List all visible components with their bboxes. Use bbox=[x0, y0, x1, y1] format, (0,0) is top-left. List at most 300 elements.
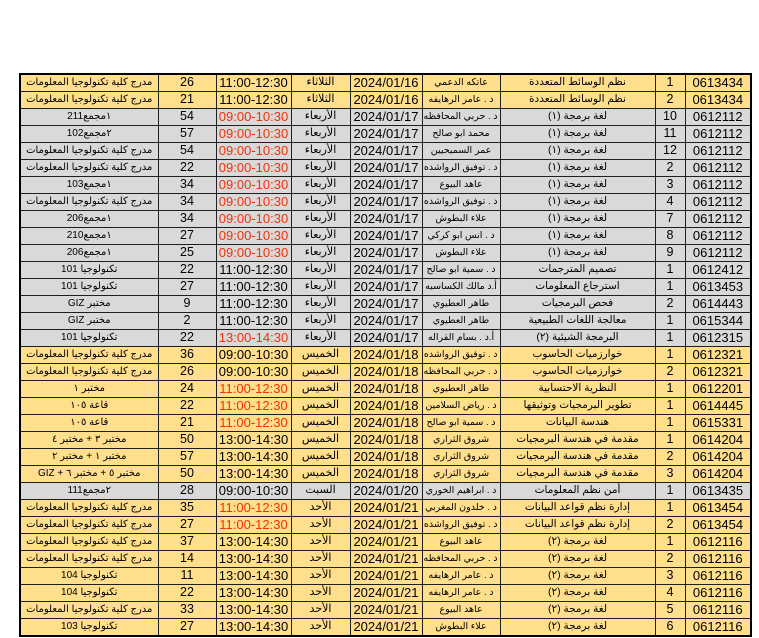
course-name-cell[interactable]: تصميم المترجمات bbox=[500, 262, 655, 279]
instructor-cell[interactable]: علاء البطوش bbox=[422, 619, 500, 637]
exam-date-cell[interactable]: 2024/01/21 bbox=[350, 551, 422, 568]
course-name-cell[interactable]: لغة برمجة (١) bbox=[500, 211, 655, 228]
exam-location-cell[interactable]: مدرج كلية تكنولوجيا المعلومات bbox=[20, 500, 158, 517]
exam-date-cell[interactable]: 2024/01/18 bbox=[350, 432, 422, 449]
instructor-cell[interactable]: د . عامر الرهايفه bbox=[422, 585, 500, 602]
exam-day-cell[interactable]: الأحد bbox=[291, 500, 350, 517]
student-count-cell[interactable]: 2 bbox=[158, 313, 216, 330]
exam-time-cell[interactable]: 13:00-14:30 bbox=[216, 568, 291, 585]
exam-date-cell[interactable]: 2024/01/21 bbox=[350, 534, 422, 551]
exam-day-cell[interactable]: الأربعاء bbox=[291, 296, 350, 313]
table-row[interactable] bbox=[20, 228, 751, 245]
course-name-cell[interactable]: لغة برمجة (١) bbox=[500, 245, 655, 262]
exam-time-cell[interactable]: 13:00-14:30 bbox=[216, 551, 291, 568]
table-row[interactable] bbox=[20, 177, 751, 194]
exam-day-cell[interactable]: الأحد bbox=[291, 517, 350, 534]
exam-location-cell[interactable]: مدرج كلية تكنولوجيا المعلومات bbox=[20, 347, 158, 364]
exam-location-cell[interactable]: قاعة ١٠٥ bbox=[20, 415, 158, 432]
table-row[interactable] bbox=[20, 143, 751, 160]
table-row[interactable] bbox=[20, 211, 751, 228]
table-row[interactable] bbox=[20, 194, 751, 211]
instructor-cell[interactable]: عاهد البيوع bbox=[422, 602, 500, 619]
table-row[interactable] bbox=[20, 483, 751, 500]
exam-day-cell[interactable]: الأربعاء bbox=[291, 109, 350, 126]
exam-location-cell[interactable]: ٢مجمع111 bbox=[20, 483, 158, 500]
exam-time-cell[interactable]: 13:00-14:30 bbox=[216, 466, 291, 483]
student-count-cell[interactable]: 24 bbox=[158, 381, 216, 398]
exam-day-cell[interactable]: الأربعاء bbox=[291, 313, 350, 330]
exam-location-cell[interactable]: ١مجمع206 bbox=[20, 211, 158, 228]
course-name-cell[interactable]: استرجاع المعلومات bbox=[500, 279, 655, 296]
course-code-cell[interactable]: 0614204 bbox=[685, 466, 751, 483]
exam-date-cell[interactable]: 2024/01/17 bbox=[350, 262, 422, 279]
exam-location-cell[interactable]: تكنولوجيا 103 bbox=[20, 619, 158, 637]
exam-date-cell[interactable]: 2024/01/17 bbox=[350, 194, 422, 211]
exam-location-cell[interactable]: ١مجمع211 bbox=[20, 109, 158, 126]
course-name-cell[interactable]: مقدمة في هندسة البرمجيات bbox=[500, 466, 655, 483]
exam-location-cell[interactable]: مختبر ١ bbox=[20, 381, 158, 398]
instructor-cell[interactable]: د . سمية ابو صالح bbox=[422, 415, 500, 432]
student-count-cell[interactable]: 36 bbox=[158, 347, 216, 364]
exam-location-cell[interactable]: مدرج كلية تكنولوجيا المعلومات bbox=[20, 364, 158, 381]
student-count-cell[interactable]: 54 bbox=[158, 109, 216, 126]
section-number-cell[interactable]: 10 bbox=[655, 109, 685, 126]
course-name-cell[interactable]: تطوير البرمجيات وتوثيقها bbox=[500, 398, 655, 415]
student-count-cell[interactable]: 22 bbox=[158, 262, 216, 279]
table-row[interactable] bbox=[20, 126, 751, 143]
exam-location-cell[interactable]: مدرج كلية تكنولوجيا المعلومات bbox=[20, 602, 158, 619]
student-count-cell[interactable]: 37 bbox=[158, 534, 216, 551]
instructor-cell[interactable]: طاهر العطيوي bbox=[422, 296, 500, 313]
exam-time-cell[interactable]: 09:00-10:30 bbox=[216, 228, 291, 245]
section-number-cell[interactable]: 1 bbox=[655, 398, 685, 415]
section-number-cell[interactable]: 1 bbox=[655, 381, 685, 398]
instructor-cell[interactable]: د . خلدون المغربي bbox=[422, 500, 500, 517]
exam-date-cell[interactable]: 2024/01/16 bbox=[350, 74, 422, 92]
course-code-cell[interactable]: 0614204 bbox=[685, 449, 751, 466]
exam-date-cell[interactable]: 2024/01/17 bbox=[350, 211, 422, 228]
course-name-cell[interactable]: لغة برمجة (٢) bbox=[500, 534, 655, 551]
course-name-cell[interactable]: معالجة اللغات الطبيعية bbox=[500, 313, 655, 330]
section-number-cell[interactable]: 7 bbox=[655, 211, 685, 228]
table-row[interactable] bbox=[20, 432, 751, 449]
section-number-cell[interactable]: 12 bbox=[655, 143, 685, 160]
table-row[interactable] bbox=[20, 415, 751, 432]
exam-time-cell[interactable]: 13:00-14:30 bbox=[216, 330, 291, 347]
exam-date-cell[interactable]: 2024/01/21 bbox=[350, 619, 422, 637]
exam-day-cell[interactable]: الأربعاء bbox=[291, 194, 350, 211]
table-row[interactable] bbox=[20, 160, 751, 177]
course-code-cell[interactable]: 0612112 bbox=[685, 143, 751, 160]
course-code-cell[interactable]: 0612112 bbox=[685, 126, 751, 143]
exam-date-cell[interactable]: 2024/01/17 bbox=[350, 245, 422, 262]
exam-time-cell[interactable]: 09:00-10:30 bbox=[216, 160, 291, 177]
exam-day-cell[interactable]: الخميس bbox=[291, 347, 350, 364]
course-name-cell[interactable]: لغة برمجة (١) bbox=[500, 143, 655, 160]
course-name-cell[interactable]: نظم الوسائط المتعددة bbox=[500, 92, 655, 109]
instructor-cell[interactable]: د . عامر الرهايفه bbox=[422, 92, 500, 109]
exam-day-cell[interactable]: الأربعاء bbox=[291, 245, 350, 262]
course-code-cell[interactable]: 0612112 bbox=[685, 160, 751, 177]
exam-date-cell[interactable]: 2024/01/18 bbox=[350, 364, 422, 381]
exam-time-cell[interactable]: 09:00-10:30 bbox=[216, 143, 291, 160]
table-row[interactable] bbox=[20, 381, 751, 398]
table-row[interactable] bbox=[20, 602, 751, 619]
exam-time-cell[interactable]: 11:00-12:30 bbox=[216, 262, 291, 279]
exam-day-cell[interactable]: الخميس bbox=[291, 381, 350, 398]
exam-location-cell[interactable]: مختبر GIZ bbox=[20, 313, 158, 330]
exam-time-cell[interactable]: 11:00-12:30 bbox=[216, 92, 291, 109]
student-count-cell[interactable]: 34 bbox=[158, 194, 216, 211]
course-code-cell[interactable]: 0612112 bbox=[685, 211, 751, 228]
table-row[interactable] bbox=[20, 517, 751, 534]
exam-location-cell[interactable]: تكنولوجيا 104 bbox=[20, 585, 158, 602]
exam-date-cell[interactable]: 2024/01/16 bbox=[350, 92, 422, 109]
exam-time-cell[interactable]: 09:00-10:30 bbox=[216, 211, 291, 228]
instructor-cell[interactable]: د . انس ابو كركي bbox=[422, 228, 500, 245]
instructor-cell[interactable]: د . توفيق الرواشده bbox=[422, 194, 500, 211]
exam-date-cell[interactable]: 2024/01/17 bbox=[350, 126, 422, 143]
course-code-cell[interactable]: 0613434 bbox=[685, 74, 751, 92]
course-code-cell[interactable]: 0613434 bbox=[685, 92, 751, 109]
exam-day-cell[interactable]: الأربعاء bbox=[291, 228, 350, 245]
course-code-cell[interactable]: 0612321 bbox=[685, 364, 751, 381]
exam-day-cell[interactable]: الأربعاء bbox=[291, 160, 350, 177]
section-number-cell[interactable]: 1 bbox=[655, 347, 685, 364]
section-number-cell[interactable]: 3 bbox=[655, 466, 685, 483]
student-count-cell[interactable]: 50 bbox=[158, 432, 216, 449]
student-count-cell[interactable]: 27 bbox=[158, 517, 216, 534]
course-name-cell[interactable]: لغة برمجة (٢) bbox=[500, 585, 655, 602]
course-name-cell[interactable]: لغة برمجة (١) bbox=[500, 160, 655, 177]
course-code-cell[interactable]: 0612201 bbox=[685, 381, 751, 398]
table-row[interactable] bbox=[20, 92, 751, 109]
section-number-cell[interactable]: 1 bbox=[655, 262, 685, 279]
instructor-cell[interactable]: د . سمية ابو صالح bbox=[422, 262, 500, 279]
table-row[interactable] bbox=[20, 551, 751, 568]
section-number-cell[interactable]: 2 bbox=[655, 92, 685, 109]
exam-day-cell[interactable]: الخميس bbox=[291, 466, 350, 483]
exam-time-cell[interactable]: 09:00-10:30 bbox=[216, 483, 291, 500]
student-count-cell[interactable]: 22 bbox=[158, 330, 216, 347]
course-code-cell[interactable]: 0612116 bbox=[685, 585, 751, 602]
course-code-cell[interactable]: 0612116 bbox=[685, 619, 751, 637]
section-number-cell[interactable]: 1 bbox=[655, 330, 685, 347]
exam-time-cell[interactable]: 13:00-14:30 bbox=[216, 602, 291, 619]
exam-date-cell[interactable]: 2024/01/17 bbox=[350, 177, 422, 194]
course-code-cell[interactable]: 0612315 bbox=[685, 330, 751, 347]
instructor-cell[interactable]: د . ابراهيم الخوري bbox=[422, 483, 500, 500]
course-code-cell[interactable]: 0612116 bbox=[685, 534, 751, 551]
instructor-cell[interactable]: د . عامر الرهايفه bbox=[422, 568, 500, 585]
course-name-cell[interactable]: النظرية الاحتسابية bbox=[500, 381, 655, 398]
exam-time-cell[interactable]: 11:00-12:30 bbox=[216, 74, 291, 92]
section-number-cell[interactable]: 5 bbox=[655, 602, 685, 619]
section-number-cell[interactable]: 4 bbox=[655, 585, 685, 602]
exam-date-cell[interactable]: 2024/01/17 bbox=[350, 296, 422, 313]
instructor-cell[interactable]: عاهد البيوع bbox=[422, 534, 500, 551]
student-count-cell[interactable]: 9 bbox=[158, 296, 216, 313]
course-code-cell[interactable]: 0613454 bbox=[685, 517, 751, 534]
table-row[interactable] bbox=[20, 466, 751, 483]
section-number-cell[interactable]: 1 bbox=[655, 534, 685, 551]
course-name-cell[interactable]: مقدمة في هندسة البرمجيات bbox=[500, 449, 655, 466]
exam-location-cell[interactable]: قاعة ١٠٥ bbox=[20, 398, 158, 415]
student-count-cell[interactable]: 22 bbox=[158, 398, 216, 415]
section-number-cell[interactable]: 2 bbox=[655, 364, 685, 381]
section-number-cell[interactable]: 2 bbox=[655, 160, 685, 177]
student-count-cell[interactable]: 21 bbox=[158, 92, 216, 109]
student-count-cell[interactable]: 14 bbox=[158, 551, 216, 568]
exam-time-cell[interactable]: 09:00-10:30 bbox=[216, 126, 291, 143]
exam-day-cell[interactable]: الأحد bbox=[291, 568, 350, 585]
exam-time-cell[interactable]: 09:00-10:30 bbox=[216, 109, 291, 126]
course-code-cell[interactable]: 0612112 bbox=[685, 228, 751, 245]
exam-day-cell[interactable]: الخميس bbox=[291, 449, 350, 466]
exam-day-cell[interactable]: الأربعاء bbox=[291, 143, 350, 160]
exam-day-cell[interactable]: الأحد bbox=[291, 602, 350, 619]
instructor-cell[interactable]: د . حربي المحافظه bbox=[422, 109, 500, 126]
instructor-cell[interactable]: أ.د . بسام القراله bbox=[422, 330, 500, 347]
instructor-cell[interactable]: د . حربي المحافظه bbox=[422, 364, 500, 381]
instructor-cell[interactable]: عاهد البيوع bbox=[422, 177, 500, 194]
table-row[interactable] bbox=[20, 449, 751, 466]
instructor-cell[interactable]: د . رياض السلامين bbox=[422, 398, 500, 415]
course-code-cell[interactable]: 0613453 bbox=[685, 279, 751, 296]
exam-day-cell[interactable]: الأحد bbox=[291, 585, 350, 602]
exam-time-cell[interactable]: 09:00-10:30 bbox=[216, 364, 291, 381]
student-count-cell[interactable]: 54 bbox=[158, 143, 216, 160]
exam-time-cell[interactable]: 13:00-14:30 bbox=[216, 619, 291, 637]
course-code-cell[interactable]: 0614445 bbox=[685, 398, 751, 415]
exam-day-cell[interactable]: السبت bbox=[291, 483, 350, 500]
exam-location-cell[interactable]: مختبر GIZ bbox=[20, 296, 158, 313]
instructor-cell[interactable]: عمر السميحيين bbox=[422, 143, 500, 160]
table-row[interactable] bbox=[20, 568, 751, 585]
course-name-cell[interactable]: إدارة نظم قواعد البيانات bbox=[500, 500, 655, 517]
instructor-cell[interactable]: د . حربي المحافظه bbox=[422, 551, 500, 568]
course-name-cell[interactable]: لغة برمجة (١) bbox=[500, 109, 655, 126]
exam-time-cell[interactable]: 11:00-12:30 bbox=[216, 279, 291, 296]
course-name-cell[interactable]: لغة برمجة (٢) bbox=[500, 619, 655, 637]
exam-time-cell[interactable]: 13:00-14:30 bbox=[216, 534, 291, 551]
exam-location-cell[interactable]: مدرج كلية تكنولوجيا المعلومات bbox=[20, 534, 158, 551]
course-name-cell[interactable]: لغة برمجة (١) bbox=[500, 194, 655, 211]
exam-date-cell[interactable]: 2024/01/18 bbox=[350, 398, 422, 415]
course-name-cell[interactable]: لغة برمجة (٢) bbox=[500, 602, 655, 619]
section-number-cell[interactable]: 1 bbox=[655, 432, 685, 449]
exam-day-cell[interactable]: الأحد bbox=[291, 619, 350, 637]
exam-day-cell[interactable]: الثلاثاء bbox=[291, 92, 350, 109]
exam-date-cell[interactable]: 2024/01/17 bbox=[350, 330, 422, 347]
exam-day-cell[interactable]: الأربعاء bbox=[291, 262, 350, 279]
exam-location-cell[interactable]: ١مجمع103 bbox=[20, 177, 158, 194]
exam-location-cell[interactable]: تكنولوجيا 101 bbox=[20, 279, 158, 296]
student-count-cell[interactable]: 27 bbox=[158, 228, 216, 245]
exam-day-cell[interactable]: الخميس bbox=[291, 432, 350, 449]
exam-location-cell[interactable]: مدرج كلية تكنولوجيا المعلومات bbox=[20, 143, 158, 160]
instructor-cell[interactable]: طاهر العطيوي bbox=[422, 313, 500, 330]
student-count-cell[interactable]: 57 bbox=[158, 126, 216, 143]
course-name-cell[interactable]: لغة برمجة (٢) bbox=[500, 551, 655, 568]
section-number-cell[interactable]: 3 bbox=[655, 568, 685, 585]
exam-date-cell[interactable]: 2024/01/21 bbox=[350, 500, 422, 517]
section-number-cell[interactable]: 1 bbox=[655, 483, 685, 500]
course-code-cell[interactable]: 0612321 bbox=[685, 347, 751, 364]
exam-time-cell[interactable]: 11:00-12:30 bbox=[216, 296, 291, 313]
section-number-cell[interactable]: 9 bbox=[655, 245, 685, 262]
course-name-cell[interactable]: هندسة البيانات bbox=[500, 415, 655, 432]
exam-date-cell[interactable]: 2024/01/21 bbox=[350, 517, 422, 534]
table-row[interactable] bbox=[20, 534, 751, 551]
exam-date-cell[interactable]: 2024/01/17 bbox=[350, 160, 422, 177]
course-code-cell[interactable]: 0612112 bbox=[685, 177, 751, 194]
student-count-cell[interactable]: 27 bbox=[158, 279, 216, 296]
course-code-cell[interactable]: 0613435 bbox=[685, 483, 751, 500]
table-row[interactable] bbox=[20, 364, 751, 381]
exam-day-cell[interactable]: الأحد bbox=[291, 551, 350, 568]
exam-date-cell[interactable]: 2024/01/17 bbox=[350, 313, 422, 330]
table-row[interactable] bbox=[20, 262, 751, 279]
course-code-cell[interactable]: 0612116 bbox=[685, 551, 751, 568]
exam-date-cell[interactable]: 2024/01/21 bbox=[350, 585, 422, 602]
student-count-cell[interactable]: 25 bbox=[158, 245, 216, 262]
section-number-cell[interactable]: 2 bbox=[655, 517, 685, 534]
course-code-cell[interactable]: 0613454 bbox=[685, 500, 751, 517]
exam-time-cell[interactable]: 11:00-12:30 bbox=[216, 313, 291, 330]
instructor-cell[interactable]: أ.د مالك الكساسبه bbox=[422, 279, 500, 296]
exam-time-cell[interactable]: 13:00-14:30 bbox=[216, 585, 291, 602]
exam-location-cell[interactable]: ١مجمع210 bbox=[20, 228, 158, 245]
exam-date-cell[interactable]: 2024/01/18 bbox=[350, 449, 422, 466]
course-name-cell[interactable]: خوارزميات الحاسوب bbox=[500, 347, 655, 364]
exam-location-cell[interactable]: ٢مجمع102 bbox=[20, 126, 158, 143]
exam-date-cell[interactable]: 2024/01/18 bbox=[350, 381, 422, 398]
course-code-cell[interactable]: 0612116 bbox=[685, 568, 751, 585]
instructor-cell[interactable]: علاء البطوش bbox=[422, 211, 500, 228]
instructor-cell[interactable]: شروق الثراري bbox=[422, 466, 500, 483]
student-count-cell[interactable]: 33 bbox=[158, 602, 216, 619]
student-count-cell[interactable]: 57 bbox=[158, 449, 216, 466]
exam-time-cell[interactable]: 09:00-10:30 bbox=[216, 245, 291, 262]
exam-location-cell[interactable]: تكنولوجيا 101 bbox=[20, 330, 158, 347]
course-name-cell[interactable]: البرمجة الشيئية (٢) bbox=[500, 330, 655, 347]
exam-day-cell[interactable]: الأربعاء bbox=[291, 279, 350, 296]
exam-date-cell[interactable]: 2024/01/17 bbox=[350, 279, 422, 296]
exam-day-cell[interactable]: الأحد bbox=[291, 534, 350, 551]
exam-location-cell[interactable]: مدرج كلية تكنولوجيا المعلومات bbox=[20, 517, 158, 534]
course-code-cell[interactable]: 0612112 bbox=[685, 109, 751, 126]
exam-time-cell[interactable]: 11:00-12:30 bbox=[216, 381, 291, 398]
section-number-cell[interactable]: 1 bbox=[655, 279, 685, 296]
exam-location-cell[interactable]: تكنولوجيا 104 bbox=[20, 568, 158, 585]
instructor-cell[interactable]: طاهر العطيوي bbox=[422, 381, 500, 398]
exam-date-cell[interactable]: 2024/01/20 bbox=[350, 483, 422, 500]
section-number-cell[interactable]: 11 bbox=[655, 126, 685, 143]
exam-day-cell[interactable]: الخميس bbox=[291, 398, 350, 415]
table-row[interactable] bbox=[20, 330, 751, 347]
exam-time-cell[interactable]: 09:00-10:30 bbox=[216, 347, 291, 364]
exam-time-cell[interactable]: 13:00-14:30 bbox=[216, 432, 291, 449]
table-row[interactable] bbox=[20, 585, 751, 602]
instructor-cell[interactable]: شروق الثراري bbox=[422, 449, 500, 466]
exam-time-cell[interactable]: 09:00-10:30 bbox=[216, 194, 291, 211]
section-number-cell[interactable]: 2 bbox=[655, 551, 685, 568]
student-count-cell[interactable]: 27 bbox=[158, 619, 216, 637]
section-number-cell[interactable]: 8 bbox=[655, 228, 685, 245]
table-row[interactable] bbox=[20, 296, 751, 313]
exam-date-cell[interactable]: 2024/01/18 bbox=[350, 466, 422, 483]
section-number-cell[interactable]: 1 bbox=[655, 415, 685, 432]
exam-day-cell[interactable]: الخميس bbox=[291, 364, 350, 381]
exam-time-cell[interactable]: 11:00-12:30 bbox=[216, 517, 291, 534]
course-code-cell[interactable]: 0614204 bbox=[685, 432, 751, 449]
exam-location-cell[interactable]: مدرج كلية تكنولوجيا المعلومات bbox=[20, 551, 158, 568]
section-number-cell[interactable]: 2 bbox=[655, 296, 685, 313]
exam-location-cell[interactable]: مدرج كلية تكنولوجيا المعلومات bbox=[20, 74, 158, 92]
exam-date-cell[interactable]: 2024/01/21 bbox=[350, 568, 422, 585]
exam-date-cell[interactable]: 2024/01/18 bbox=[350, 415, 422, 432]
table-row[interactable] bbox=[20, 500, 751, 517]
student-count-cell[interactable]: 11 bbox=[158, 568, 216, 585]
exam-day-cell[interactable]: الأربعاء bbox=[291, 330, 350, 347]
exam-location-cell[interactable]: ١مجمع206 bbox=[20, 245, 158, 262]
exam-location-cell[interactable]: مختبر ٥ + مختبر ٦ + GIZ bbox=[20, 466, 158, 483]
exam-location-cell[interactable]: تكنولوجيا 101 bbox=[20, 262, 158, 279]
exam-time-cell[interactable]: 11:00-12:30 bbox=[216, 398, 291, 415]
course-code-cell[interactable]: 0612116 bbox=[685, 602, 751, 619]
student-count-cell[interactable]: 34 bbox=[158, 177, 216, 194]
instructor-cell[interactable]: محمد ابو صالح bbox=[422, 126, 500, 143]
student-count-cell[interactable]: 35 bbox=[158, 500, 216, 517]
exam-date-cell[interactable]: 2024/01/17 bbox=[350, 109, 422, 126]
course-name-cell[interactable]: خوارزميات الحاسوب bbox=[500, 364, 655, 381]
section-number-cell[interactable]: 4 bbox=[655, 194, 685, 211]
instructor-cell[interactable]: د . توفيق الرواشده bbox=[422, 517, 500, 534]
exam-location-cell[interactable]: مدرج كلية تكنولوجيا المعلومات bbox=[20, 92, 158, 109]
exam-date-cell[interactable]: 2024/01/21 bbox=[350, 602, 422, 619]
student-count-cell[interactable]: 28 bbox=[158, 483, 216, 500]
exam-location-cell[interactable]: مختبر ١ + مختبر ٢ bbox=[20, 449, 158, 466]
exam-time-cell[interactable]: 11:00-12:30 bbox=[216, 500, 291, 517]
section-number-cell[interactable]: 2 bbox=[655, 449, 685, 466]
table-row[interactable] bbox=[20, 74, 751, 92]
exam-day-cell[interactable]: الأربعاء bbox=[291, 177, 350, 194]
course-name-cell[interactable]: لغة برمجة (١) bbox=[500, 126, 655, 143]
student-count-cell[interactable]: 22 bbox=[158, 585, 216, 602]
section-number-cell[interactable]: 6 bbox=[655, 619, 685, 637]
table-row[interactable] bbox=[20, 313, 751, 330]
exam-time-cell[interactable]: 09:00-10:30 bbox=[216, 177, 291, 194]
exam-day-cell[interactable]: الخميس bbox=[291, 415, 350, 432]
course-name-cell[interactable]: لغة برمجة (١) bbox=[500, 228, 655, 245]
exam-location-cell[interactable]: مدرج كلية تكنولوجيا المعلومات bbox=[20, 160, 158, 177]
table-row[interactable] bbox=[20, 619, 751, 637]
course-code-cell[interactable]: 0614443 bbox=[685, 296, 751, 313]
instructor-cell[interactable]: علاء البطوش bbox=[422, 245, 500, 262]
exam-date-cell[interactable]: 2024/01/18 bbox=[350, 347, 422, 364]
course-name-cell[interactable]: مقدمة في هندسة البرمجيات bbox=[500, 432, 655, 449]
course-name-cell[interactable]: أمن نظم المعلومات bbox=[500, 483, 655, 500]
course-name-cell[interactable]: نظم الوسائط المتعددة bbox=[500, 74, 655, 92]
table-row[interactable] bbox=[20, 245, 751, 262]
section-number-cell[interactable]: 1 bbox=[655, 500, 685, 517]
exam-location-cell[interactable]: مختبر ٣ + مختبر ٤ bbox=[20, 432, 158, 449]
exam-day-cell[interactable]: الأربعاء bbox=[291, 211, 350, 228]
exam-day-cell[interactable]: الأربعاء bbox=[291, 126, 350, 143]
student-count-cell[interactable]: 22 bbox=[158, 160, 216, 177]
course-name-cell[interactable]: إدارة نظم قواعد البيانات bbox=[500, 517, 655, 534]
